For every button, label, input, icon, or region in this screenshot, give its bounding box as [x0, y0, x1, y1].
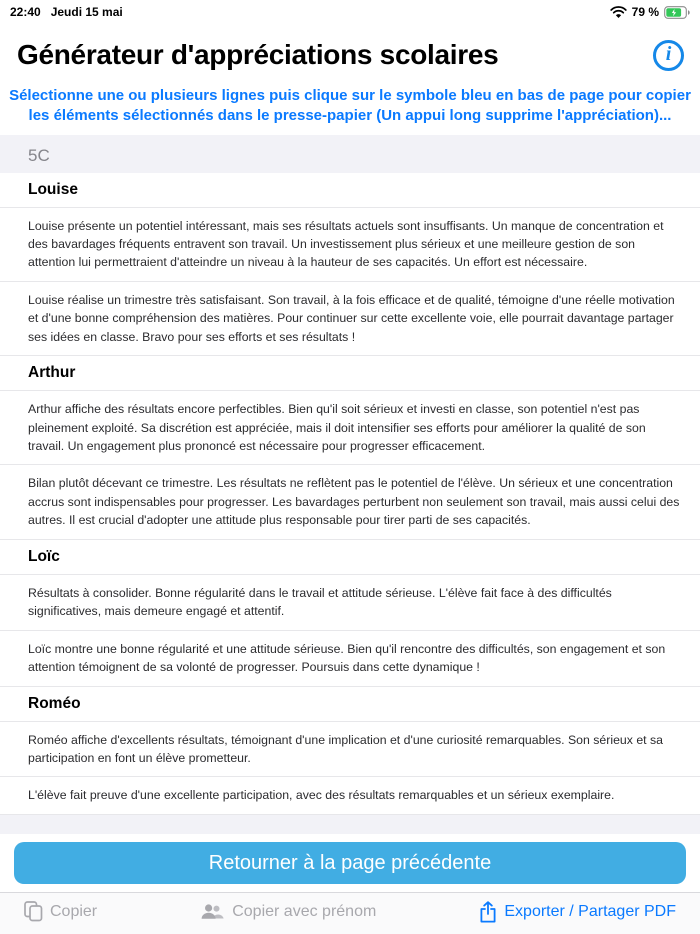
student-name: Arthur [28, 364, 76, 382]
export-share-pdf-button[interactable] [479, 901, 676, 923]
copy-label: Copier [50, 902, 98, 920]
button-area [0, 834, 700, 892]
app-header [0, 22, 700, 84]
info-icon[interactable] [653, 40, 684, 71]
student-name-row [0, 687, 700, 722]
copy-with-name-button[interactable] [200, 903, 376, 921]
appreciation-row[interactable]: Loïc montre une bonne régularité et une attitude sérieuse. Bien qu'il rencontre des difficultés, son engagement et son attention témoignent de sa volonté de progresser. Poursuis dans cette dynamique ! [0, 631, 700, 687]
student-name: Loïc [28, 547, 60, 565]
appreciation-row[interactable]: L'élève fait preuve d'une excellente participation, avec des résultats remarquables et un sérieux exemplaire. [0, 777, 700, 814]
appreciation-group [0, 575, 700, 687]
appreciation-row[interactable]: Louise réalise un trimestre très satisfaisant. Son travail, à la fois efficace et de qualité, témoigne d'une réelle motivation et d'une bonne compréhension des matières. Pour continuer sur cette excellente voie, elle pourrait davantage partager ses idées en classe. Bravo pour ses efforts et ses résultats ! [0, 282, 700, 356]
instructions-text: Sélectionne une ou plusieurs lignes puis clique sur le symbole bleu en bas de page pour copier les éléments sélectionnés dans le presse-papier (Un appui long supprime l'appréciation)... [9, 87, 691, 125]
status-time: 22:40 [10, 5, 41, 19]
class-section-header: 5C [28, 145, 50, 165]
student-name-row [0, 356, 700, 391]
export-share-pdf-label: Exporter / Partager PDF [504, 902, 676, 920]
battery-icon [664, 6, 690, 19]
wifi-icon [610, 6, 627, 19]
student-name: Louise [28, 180, 78, 198]
copy-with-name-label: Copier avec prénom [232, 902, 377, 920]
appreciation-row[interactable]: Résultats à consolider. Bonne régularité dans le travail et attitude sérieuse. L'élève fait face à des difficultés significatives, mais demeure engagé et attentif. [0, 575, 700, 631]
copy-icon [24, 901, 43, 922]
share-icon [479, 901, 497, 923]
status-date: Jeudi 15 mai [50, 5, 123, 19]
appreciation-row[interactable]: Bilan plutôt décevant ce trimestre. Les résultats ne reflètent pas le potentiel de l'élève. Un sérieux et une concentration accrus sont indispensables pour progresser. Les bavardages perturbent non seulement son travail, mais aussi celui des autres. Il est crucial d'adopter une attitude plus responsable pour tirer parti de ses capacités. [0, 465, 700, 539]
appreciation-row[interactable]: Arthur affiche des résultats encore perfectibles. Bien qu'il soit sérieux et investi en classe, son potentiel n'est pas pleinement exploité. Sa discrétion est appréciée, mais il doit intensifier ses efforts pour améliorer la qualité de son travail. Un engagement plus prononcé est nécessaire pour progresser efficacement. [0, 391, 700, 465]
battery-percent: 79 % [631, 5, 659, 19]
student-list [0, 173, 700, 815]
page-title: Générateur d'appréciations scolaires [17, 39, 499, 70]
student-name-row [0, 540, 700, 575]
appreciation-group [0, 391, 700, 540]
appreciation-row[interactable]: Louise présente un potentiel intéressant, mais ses résultats actuels sont insuffisants. Un manque de concentration et des bavardages fréquents entravent son travail. Un investissement plus sérieux et une meilleure gestion de son attention lui permettraient d'atteindre un niveau à la hauteur de ses capacités. Un effort est nécessaire. [0, 208, 700, 282]
appreciation-group [0, 722, 700, 815]
student-name: Roméo [28, 694, 81, 712]
bottom-toolbar [0, 892, 700, 934]
appreciation-list [0, 135, 700, 835]
status-bar [0, 0, 700, 22]
appreciation-group [0, 208, 700, 357]
copy-button[interactable] [24, 901, 97, 922]
back-button[interactable]: Retourner à la page précédente [14, 842, 686, 884]
people-icon [200, 903, 225, 920]
appreciation-row[interactable]: Roméo affiche d'excellents résultats, témoignant d'une implication et d'une curiosité remarquables. Son sérieux et sa participation en font un élève prometteur. [0, 722, 700, 778]
info-icon-glyph: i [665, 43, 672, 65]
student-name-row [0, 173, 700, 208]
